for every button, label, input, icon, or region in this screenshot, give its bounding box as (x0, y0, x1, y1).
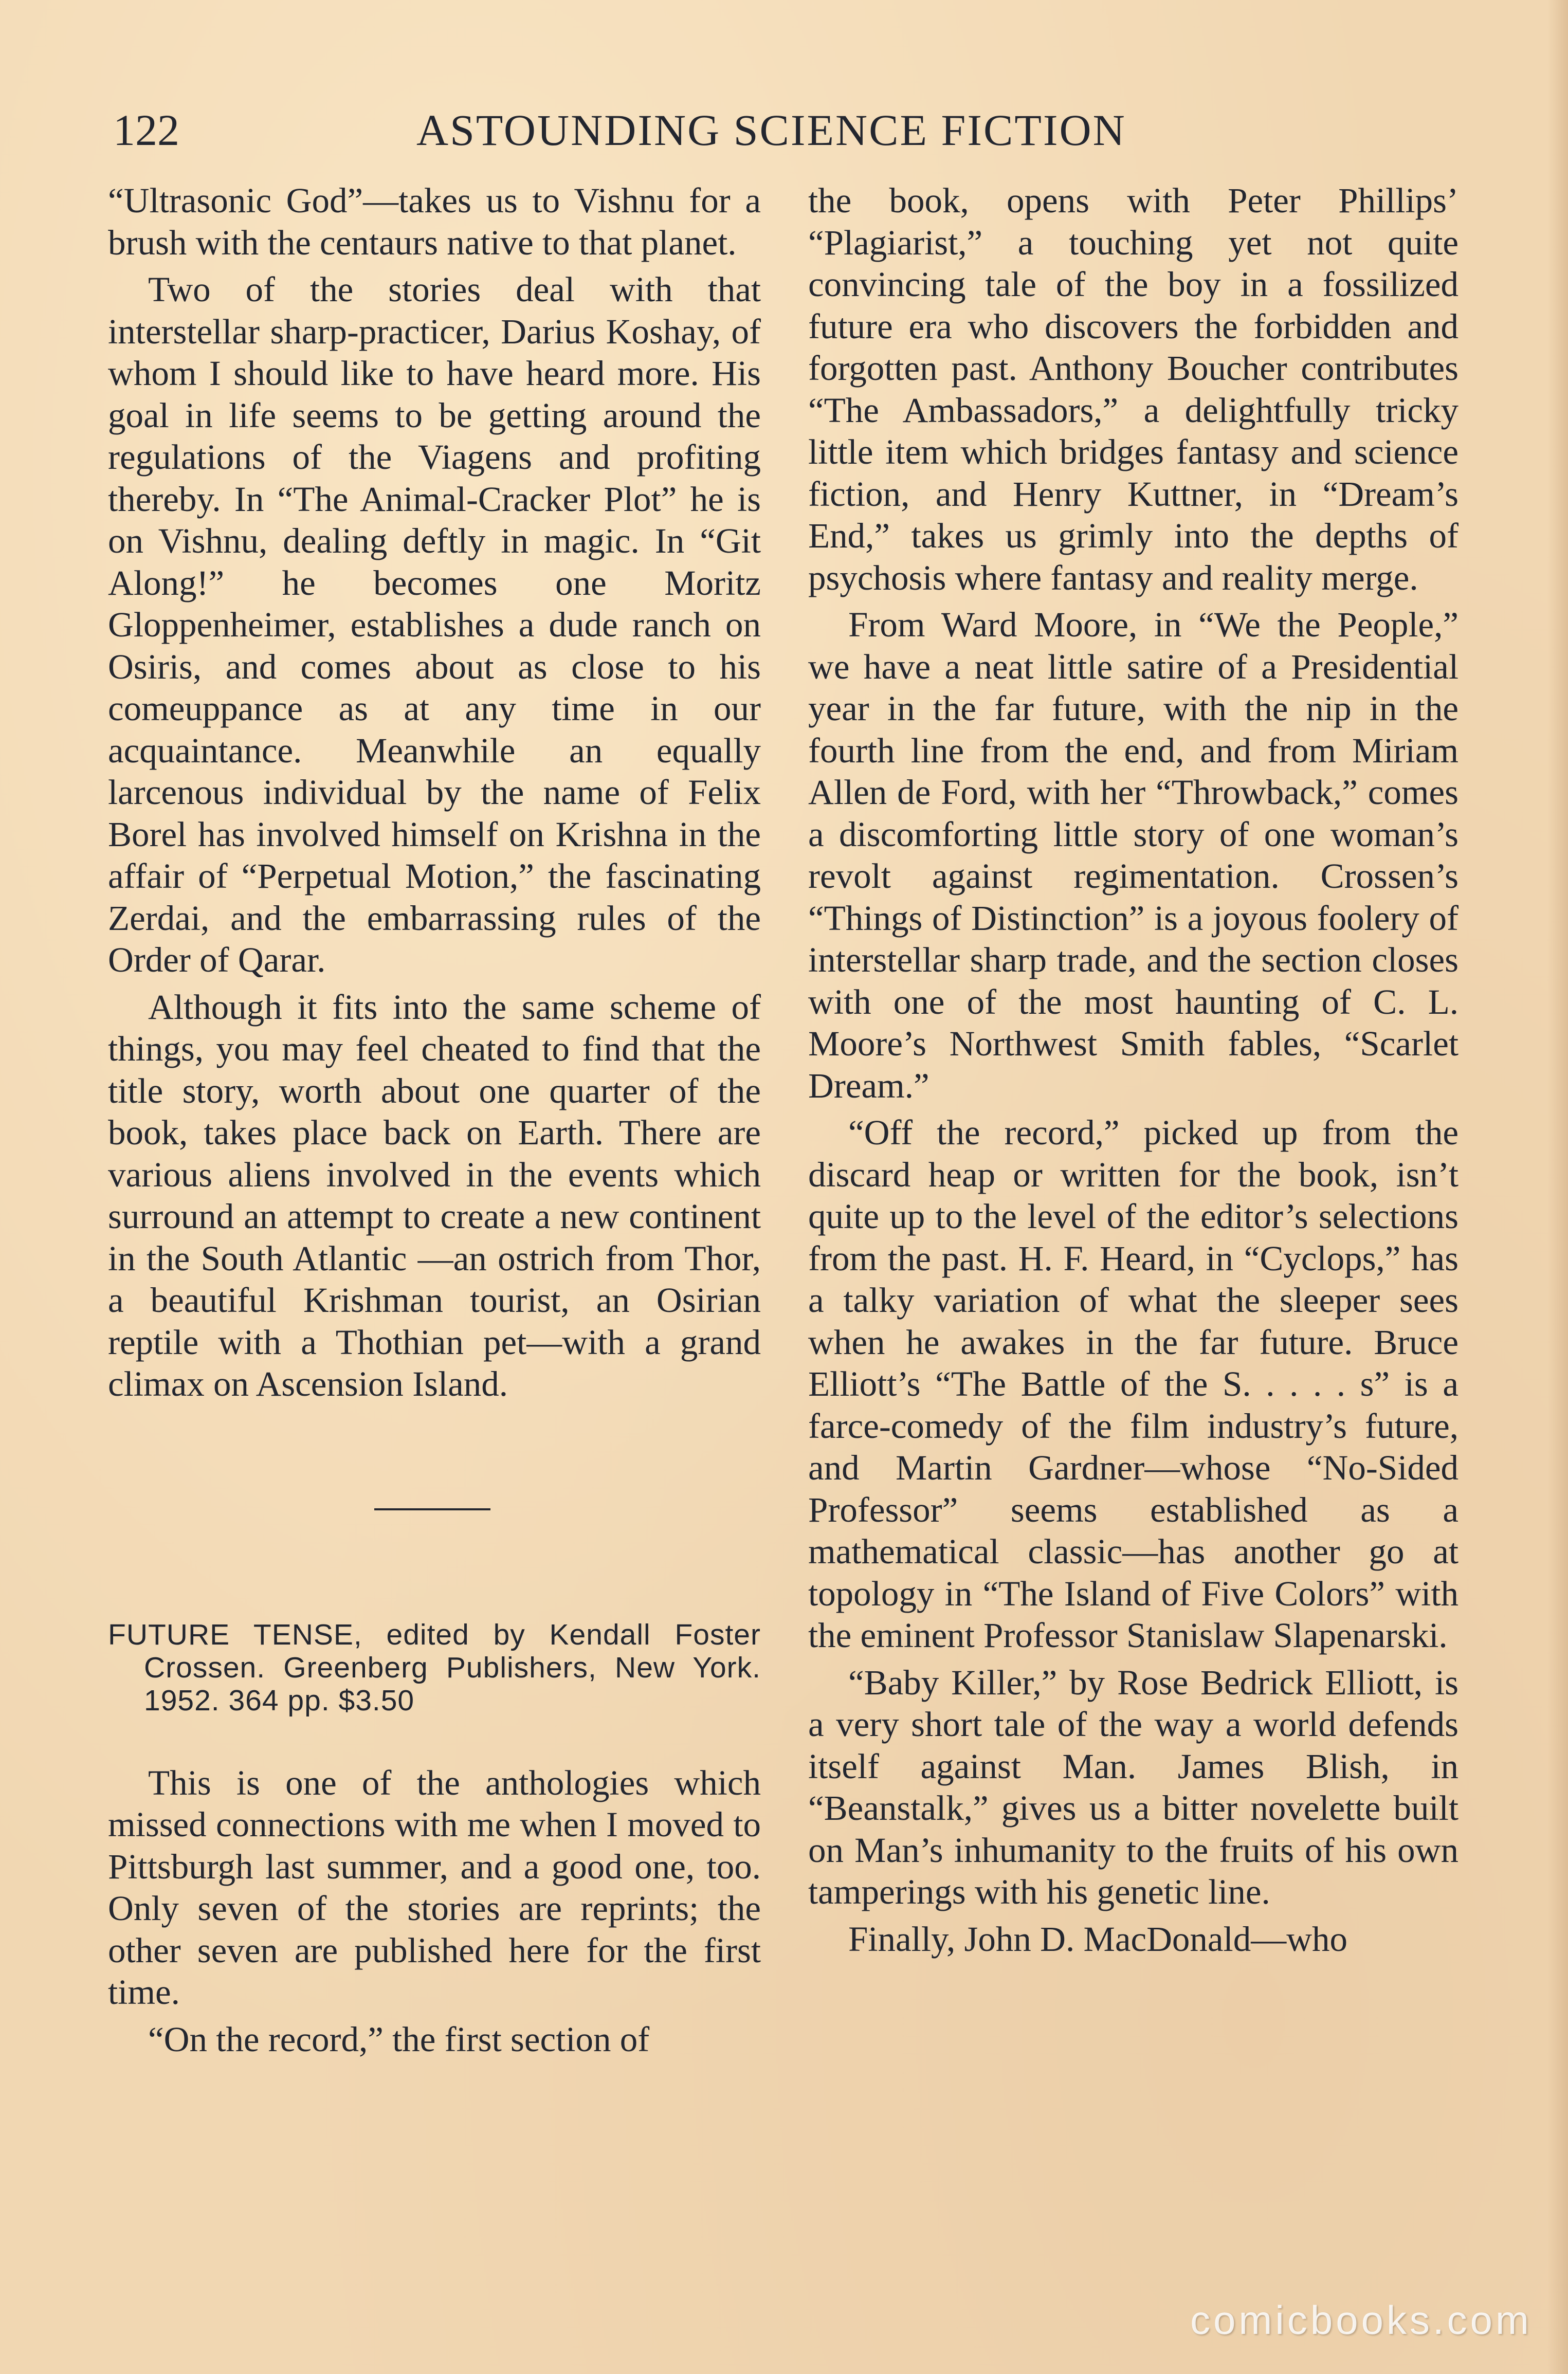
paragraph: “Off the record,” picked up from the discard heap or written for the book, isn’t quite up to the level of the editor’s selections from the past. H. F. Heard, in “Cyclops,” has a talky variation of what the sleeper sees when he awakes in the far future. Bruce Elliott’s “The Battle of the S. . . . . s” is a farce-comedy of the film industry’s future, and Martin Gardner—whose “No-Sided Professor” seems established as a mathematical classic—has another go at topology in “The Island of Five Colors” with the eminent Professor Stanislaw Slapenarski. (808, 1113, 1458, 1655)
paragraph: This is one of the anthologies which missed connections with me when I moved to Pittsburgh last summer, and a good one, too. Only seven of the stories are reprints; the other seven are published here for the first time. (108, 1763, 761, 2012)
running-title: ASTOUNDING SCIENCE FICTION (416, 105, 1126, 155)
section-divider (374, 1508, 490, 1510)
paragraph: Although it fits into the same scheme of things, you may feel cheated to find that the title story, worth about one quarter of the book, takes place back on Earth. There are various aliens involved in the events which surround an attempt to create a new continent in the South Atlantic —an ostrich from Thor, a beautiful Krishman tourist, an Osirian reptile with a Thothian pet—with a grand climax on Ascension Island. (108, 987, 761, 1403)
paragraph: Two of the stories deal with that interstellar sharp-practicer, Darius Koshay, of whom I should like to have heard more. His goal in life seems to be getting around the regulations of the Viagens and profiting thereby. In “The Animal-Cracker Plot” he is on Vishnu, dealing deftly in magic. In “Git Along!” he becomes one Moritz Gloppenheimer, establishes a dude ranch on Osiris, and comes about as close to his comeuppance as at any time in our acquaintance. Meanwhile an equally larcenous individual by the name of Felix Borel has involved himself on Krishna in the affair of “Perpetual Motion,” the fascinating Zerdai, and the embarrassing rules of the Order of Qarar. (108, 270, 761, 979)
book-entry: FUTURE TENSE, edited by Kendall Foster Crossen. Greenberg Publishers, New York. 1952. 364 pp. $3.50 (108, 1618, 761, 1717)
paragraph: “On the record,” the first section of (148, 2019, 650, 2059)
right-column (808, 180, 1458, 1965)
paragraph: “Ultrasonic God”—takes us to Vishnu for a brush with the centaurs native to that planet. (108, 181, 761, 262)
paragraph: Finally, John D. MacDonald—who (848, 1919, 1348, 1959)
watermark: comicbooks.com (1190, 2297, 1532, 2343)
paragraph: “Baby Killer,” by Rose Bedrick Elliott, is a very short tale of the way a world defends itself against Man. James Blish, in “Beanstalk,” gives us a bitter novelette built on Man’s inhumanity to the fruits of his own tamperings with his genetic line. (808, 1663, 1458, 1911)
paragraph: the book, opens with Peter Phillips’ “Plagiarist,” a touching yet not quite convincing tale of the boy in a fossilized future era who discovers the forbidden and forgotten past. Anthony Boucher contributes “The Ambassadors,” a delightfully tricky little item which bridges fantasy and science fiction, and Henry Kuttner, in “Dream’s End,” takes us grimly into the depths of psychosis where fantasy and reality merge. (808, 181, 1458, 597)
paragraph: From Ward Moore, in “We the People,” we have a neat little satire of a Presidential year in the far future, with the nip in the fourth line from the end, and from Miriam Allen de Ford, with her “Throwback,” comes a discomforting little story of one woman’s revolt against regimentation. Crossen’s “Things of Distinction” is a joyous foolery of interstellar sharp trade, and the section closes with one of the most haunting of C. L. Moore’s Northwest Smith fables, “Scarlet Dream.” (808, 605, 1458, 1105)
left-column (108, 180, 761, 2066)
page-edge-shadow (1547, 0, 1568, 2374)
page-header (113, 102, 1470, 158)
page-number: 122 (113, 105, 179, 155)
